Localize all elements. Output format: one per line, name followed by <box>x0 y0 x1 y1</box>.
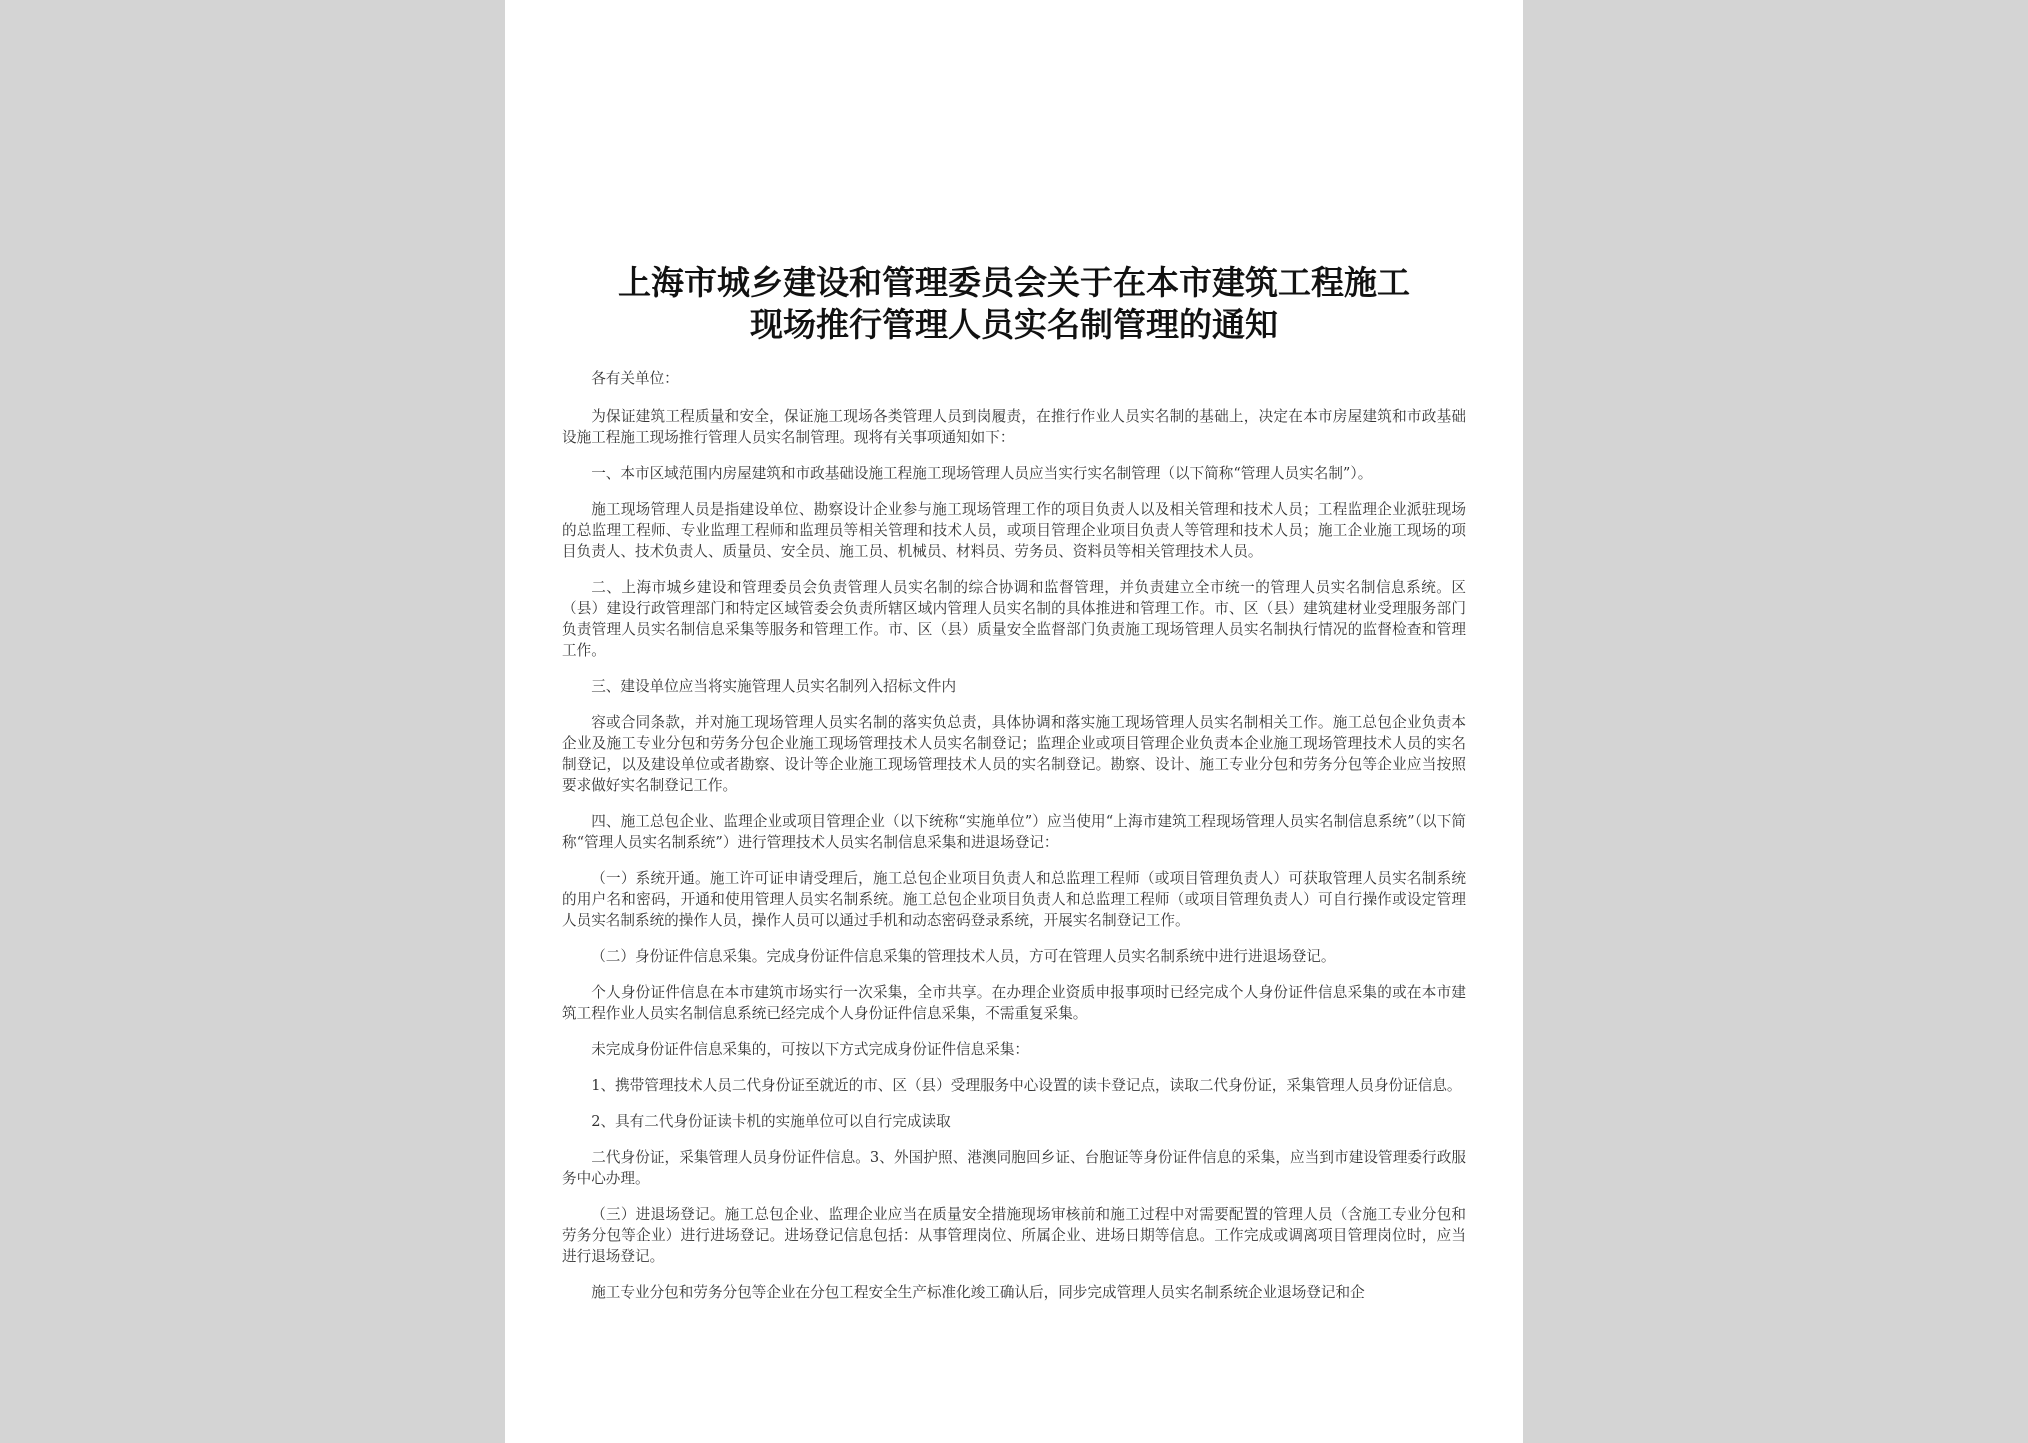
paragraph: 二代身份证，采集管理人员身份证件信息。3、外国护照、港澳同胞回乡证、台胞证等身份证件信息的采集，应当到市建设管理委行政服务中心办理。 <box>562 1149 1466 1187</box>
paragraph: 四、施工总包企业、监理企业或项目管理企业（以下统称“实施单位”）应当使用“上海市建筑工程现场管理人员实名制信息系统”（以下简称“管理人员实名制系统”）进行管理技术人员实名制信息采集和进退场登记： <box>562 813 1466 851</box>
title-line-2: 现场推行管理人员实名制管理的通知 <box>750 305 1278 344</box>
document-title <box>505 262 1523 346</box>
paragraph: 个人身份证件信息在本市建筑市场实行一次采集，全市共享。在办理企业资质申报事项时已经完成个人身份证件信息采集的或在本市建筑工程作业人员实名制信息系统已经完成个人身份证件信息采集，不需重复采集。 <box>562 984 1466 1022</box>
document-page <box>505 0 1523 1443</box>
document-body <box>562 368 1466 1318</box>
paragraph: 施工现场管理人员是指建设单位、勘察设计企业参与施工现场管理工作的项目负责人以及相关管理和技术人员；工程监理企业派驻现场的总监理工程师、专业监理工程师和监理员等相关管理和技术人员，或项目管理企业项目负责人等管理和技术人员；施工企业施工现场的项目负责人、技术负责人、质量员、安全员、施工员、机械员、材料员、劳务员、资料员等相关管理技术人员。 <box>562 501 1466 560</box>
paragraph: 二、上海市城乡建设和管理委员会负责管理人员实名制的综合协调和监督管理，并负责建立全市统一的管理人员实名制信息系统。区（县）建设行政管理部门和特定区域管委会负责所辖区域内管理人员实名制的具体推进和管理工作。市、区（县）建筑建材业受理服务部门负责管理人员实名制信息采集等服务和管理工作。市、区（县）质量安全监督部门负责施工现场管理人员实名制执行情况的监督检查和管理工作。 <box>562 579 1466 659</box>
paragraph: 容或合同条款，并对施工现场管理人员实名制的落实负总责，具体协调和落实施工现场管理人员实名制相关工作。施工总包企业负责本企业及施工专业分包和劳务分包企业施工现场管理技术人员实名制登记；监理企业或项目管理企业负责本企业施工现场管理技术人员的实名制登记，以及建设单位或者勘察、设计等企业施工现场管理技术人员的实名制登记。勘察、设计、施工专业分包和劳务分包等企业应当按照要求做好实名制登记工作。 <box>562 714 1466 794</box>
paragraph: 一、本市区域范围内房屋建筑和市政基础设施工程施工现场管理人员应当实行实名制管理（以下简称“管理人员实名制”）。 <box>591 465 1373 482</box>
paragraph: 为保证建筑工程质量和安全，保证施工现场各类管理人员到岗履责，在推行作业人员实名制的基础上，决定在本市房屋建筑和市政基础设施工程施工现场推行管理人员实名制管理。现将有关事项通知如下： <box>562 408 1466 446</box>
paragraph: （二）身份证件信息采集。完成身份证件信息采集的管理技术人员，方可在管理人员实名制系统中进行进退场登记。 <box>591 948 1336 965</box>
paragraph: 1、携带管理技术人员二代身份证至就近的市、区（县）受理服务中心设置的读卡登记点，读取二代身份证，采集管理人员身份证信息。 <box>591 1077 1462 1094</box>
paragraph: （三）进退场登记。施工总包企业、监理企业应当在质量安全措施现场审核前和施工过程中对需要配置的管理人员（含施工专业分包和劳务分包等企业）进行进场登记。进场登记信息包括：从事管理岗位、所属企业、进场日期等信息。工作完成或调离项目管理岗位时，应当进行退场登记。 <box>562 1206 1466 1265</box>
paragraph: 三、建设单位应当将实施管理人员实名制列入招标文件内 <box>591 678 957 695</box>
salutation: 各有关单位： <box>591 370 679 387</box>
paragraph: （一）系统开通。施工许可证申请受理后，施工总包企业项目负责人和总监理工程师（或项目管理负责人）可获取管理人员实名制系统的用户名和密码，开通和使用管理人员实名制系统。施工总包企业项目负责人和总监理工程师（或项目管理负责人）可自行操作或设定管理人员实名制系统的操作人员，操作人员可以通过手机和动态密码登录系统，开展实名制登记工作。 <box>562 870 1466 929</box>
title-line-1: 上海市城乡建设和管理委员会关于在本市建筑工程施工 <box>618 263 1410 302</box>
paragraph: 2、具有二代身份证读卡机的实施单位可以自行完成读取 <box>591 1113 951 1130</box>
paragraph: 施工专业分包和劳务分包等企业在分包工程安全生产标准化竣工确认后，同步完成管理人员实名制系统企业退场登记和企 <box>591 1284 1365 1301</box>
paragraph: 未完成身份证件信息采集的，可按以下方式完成身份证件信息采集： <box>591 1041 1030 1058</box>
